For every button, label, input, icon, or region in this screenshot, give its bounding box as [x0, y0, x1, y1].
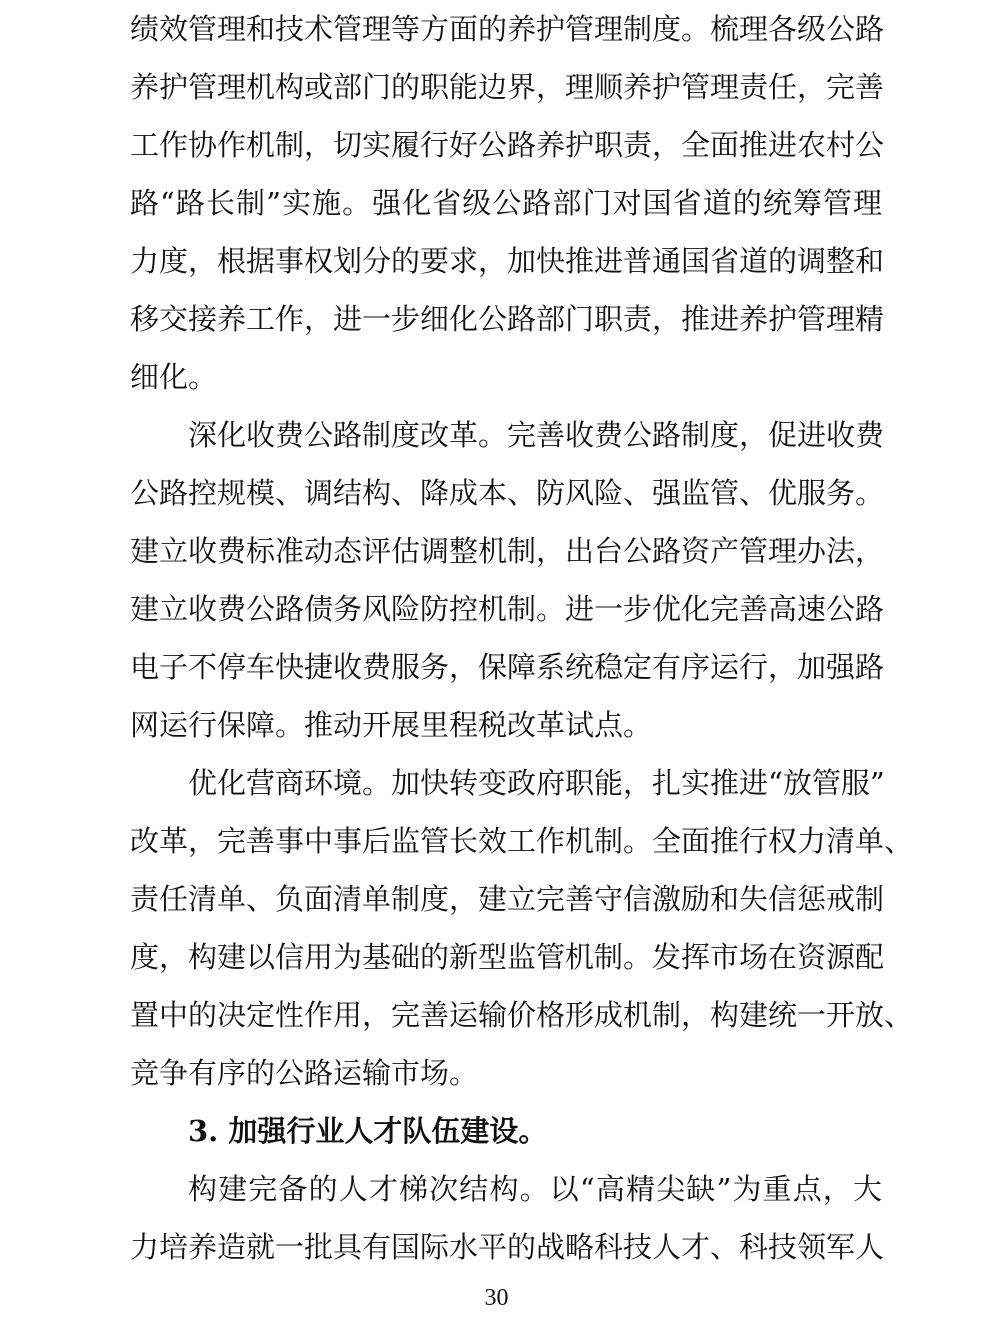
text-line: 建立收费公路债务风险防控机制。进一步优化完善高速公路 — [130, 592, 885, 626]
text-line: 建立收费标准动态评估调整机制，出台公路资产管理办法， — [130, 534, 885, 568]
text-line: 细化。 — [130, 360, 218, 394]
text-line: 移交接养工作，进一步细化公路部门职责，推进养护管理精 — [130, 302, 885, 336]
text-line: 力度，根据事权划分的要求，加快推进普通国省道的调整和 — [130, 244, 885, 278]
text-line: 责任清单、负面清单制度，建立完善守信激励和失信惩戒制 — [130, 882, 885, 916]
text-line: 度，构建以信用为基础的新型监管机制。发挥市场在资源配 — [130, 940, 885, 974]
paragraph-start-line: 优化营商环境。加快转变政府职能，扎实推进“放管服” — [188, 766, 885, 800]
page-number: 30 — [484, 1285, 509, 1311]
text-line: 工作协作机制，切实履行好公路养护职责，全面推进农村公 — [130, 128, 885, 162]
paragraph-start-line: 构建完备的人才梯次结构。以“高精尖缺”为重点，大 — [188, 1172, 882, 1206]
text-line: 电子不停车快捷收费服务，保障系统稳定有序运行，加强路 — [130, 650, 885, 684]
text-line: 改革，完善事中事后监管长效工作机制。全面推行权力清单、 — [130, 824, 914, 858]
text-line: 竞争有序的公路运输市场。 — [130, 1056, 479, 1090]
text-line: 养护管理机构或部门的职能边界，理顺养护管理责任，完善 — [130, 70, 885, 104]
text-line: 路“路长制”实施。强化省级公路部门对国省道的统筹管理 — [130, 186, 882, 220]
text-line: 公路控规模、调结构、降成本、防风险、强监管、优服务。 — [130, 476, 885, 510]
text-line: 置中的决定性作用，完善运输价格形成机制，构建统一开放、 — [130, 998, 914, 1032]
paragraph-start-line: 深化收费公路制度改革。完善收费公路制度，促进收费 — [188, 418, 885, 452]
section-heading: 3. 加强行业人才队伍建设。 — [188, 1114, 548, 1148]
text-line: 网运行保障。推动开展里程税改革试点。 — [130, 708, 653, 742]
text-line: 力培养造就一批具有国际水平的战略科技人才、科技领军人 — [130, 1230, 885, 1264]
text-line: 绩效管理和技术管理等方面的养护管理制度。梳理各级公路 — [130, 12, 885, 46]
